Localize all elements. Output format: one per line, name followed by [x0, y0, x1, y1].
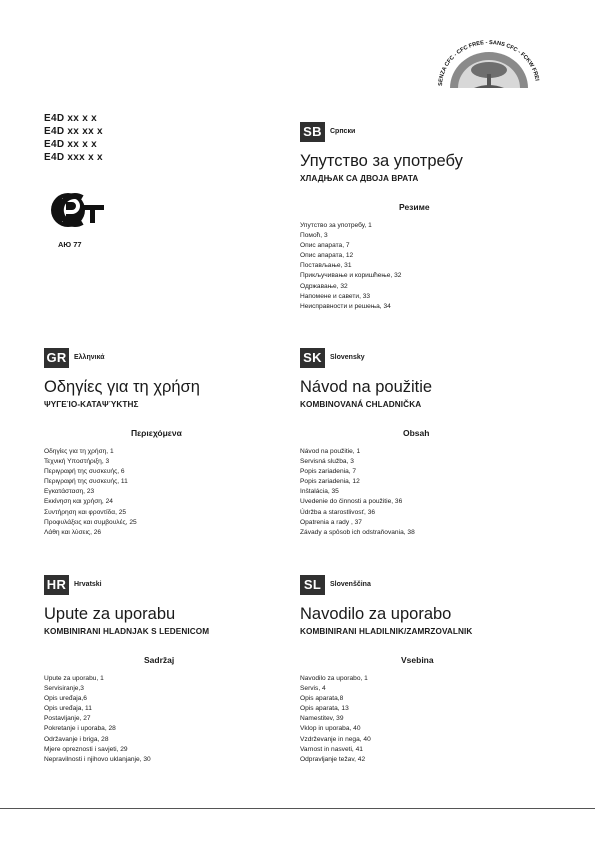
- list-item: Održavanje i briga, 28: [44, 735, 109, 743]
- contents-list: [300, 447, 530, 538]
- list-item: Popis zariadenia, 7: [300, 468, 357, 476]
- list-item: Прикључивање и коришћење, 32: [300, 272, 402, 280]
- list-item: Varnost in nasveti, 41: [300, 745, 363, 753]
- language-section-gr: [44, 347, 274, 538]
- contents-heading: Резиме: [399, 202, 430, 212]
- list-item: Опис апарата, 7: [300, 242, 350, 250]
- model-line: E4D xx x x: [44, 139, 98, 150]
- language-section-sk: [300, 347, 530, 538]
- list-item: Помоћ, 3: [300, 232, 328, 240]
- section-subtitle: KOMBINIRANI HLADILNIK/ZAMRZOVALNIK: [300, 627, 473, 636]
- list-item: Opis uređaja, 11: [44, 705, 92, 713]
- list-item: Popis zariadenia, 12: [300, 478, 360, 486]
- list-item: Závady a spôsob ich odstraňovania, 38: [300, 528, 415, 536]
- language-name: Hrvatski: [74, 581, 102, 588]
- list-item: Opis aparata, 13: [300, 705, 349, 713]
- list-item: Опис апарата, 12: [300, 252, 354, 260]
- contents-heading: Obsah: [403, 428, 430, 438]
- list-item: Navodilo za uporabo, 1: [300, 675, 368, 682]
- list-item: Nepravilnosti i njihovo uklanjanje, 30: [44, 755, 151, 763]
- language-section-sl: [300, 574, 530, 765]
- section-title: Οδηγίες για τη χρήση: [44, 378, 200, 396]
- list-item: Pokretanje i uporaba, 28: [44, 725, 116, 733]
- language-name: Српски: [330, 128, 356, 135]
- contents-list: [300, 674, 530, 765]
- list-item: Opis uređaja,6: [44, 695, 87, 703]
- list-item: Vklop in uporaba, 40: [300, 725, 361, 733]
- list-item: Mjere opreznosti i savjeti, 29: [44, 745, 128, 753]
- model-line: E4D xx x x: [44, 113, 98, 124]
- cfc-logo-text: SENZA CFC - CFC FREE - SANS CFC - FCKW FREI: [437, 39, 540, 87]
- section-subtitle: ХЛАДЊАК СА ДВОЈА ВРАТА: [300, 174, 419, 183]
- list-item: Opatrenia a rady , 37: [300, 518, 362, 526]
- contents-heading: Περιεχόμενα: [131, 428, 182, 438]
- list-item: Údržba a starostlivosť, 36: [300, 508, 376, 516]
- section-title: Upute za uporabu: [44, 605, 176, 623]
- list-item: Namestitev, 39: [300, 715, 344, 723]
- list-item: Odpravljanje težav, 42: [300, 755, 366, 763]
- list-item: Servis, 4: [300, 685, 326, 693]
- list-item: Postavljanje, 27: [44, 715, 91, 723]
- bottom-divider: [0, 808, 595, 809]
- list-item: Uvedenie do činnosti a použitie, 36: [300, 498, 403, 506]
- contents-heading: Vsebina: [401, 655, 434, 665]
- language-code-badge: SL: [300, 575, 325, 595]
- list-item: Напомене и савети, 33: [300, 292, 371, 300]
- section-subtitle: KOMBINOVANÁ CHLADNIČKA: [300, 400, 422, 409]
- language-code-badge: SK: [300, 348, 325, 368]
- list-item: Одржавање, 32: [300, 282, 348, 290]
- list-item: Servisiranje,3: [44, 685, 84, 693]
- section-subtitle: KOMBINIRANI HLADNJAK S LEDENICOM: [44, 627, 210, 636]
- language-code-badge: HR: [44, 575, 69, 595]
- model-list: [44, 112, 103, 164]
- certification-code: АЮ 77: [58, 240, 82, 249]
- list-item: Περιγραφή της συσκευής, 6: [44, 468, 125, 476]
- language-name: Slovensky: [330, 354, 365, 361]
- section-title: Navodilo za uporabo: [300, 605, 452, 623]
- list-item: Vzdrževanje in nega, 40: [300, 735, 371, 743]
- list-item: Inštalácia, 35: [300, 488, 339, 496]
- list-item: Servisná služba, 3: [300, 458, 354, 466]
- list-item: Συντήρηση και φροντίδα, 25: [44, 508, 127, 516]
- list-item: Upute za uporabu, 1: [44, 675, 104, 682]
- model-line: E4D xx xx x: [44, 126, 103, 137]
- list-item: Упутство за употребу, 1: [300, 222, 372, 229]
- contents-list: [44, 674, 274, 765]
- section-title: Návod na použitie: [300, 378, 433, 396]
- language-name: Ελληνικά: [74, 354, 105, 361]
- list-item: Περιγραφή της συσκευής, 11: [44, 478, 128, 486]
- contents-heading: Sadržaj: [144, 655, 175, 665]
- list-item: Návod na použitie, 1: [300, 448, 361, 455]
- list-item: Προφυλάξεις και συμβουλές, 25: [44, 518, 137, 526]
- language-code-badge: GR: [44, 348, 69, 368]
- section-subtitle: ΨΥΓΕΊΟ-ΚΑΤΑΨΎΚΤΗΣ: [44, 400, 139, 409]
- list-item: Постављање, 31: [300, 262, 352, 270]
- list-item: Τεχνική Υποστήριξη, 3: [44, 458, 110, 466]
- cfc-free-logo: [434, 36, 544, 92]
- language-code-badge: SB: [300, 122, 325, 142]
- list-item: Неисправности и решења, 34: [300, 302, 391, 310]
- contents-list: [44, 447, 274, 538]
- language-section-sb: [300, 121, 530, 312]
- list-item: Οδηγίες για τη χρήση, 1: [44, 448, 114, 455]
- contents-list: [300, 221, 530, 312]
- list-item: Opis aparata,8: [300, 695, 344, 703]
- section-title: Упутство за употребу: [300, 152, 463, 170]
- list-item: Εγκατάσταση, 23: [44, 488, 95, 496]
- model-line: E4D xxx x x: [44, 152, 103, 163]
- language-section-hr: [44, 574, 274, 765]
- list-item: Λάθη και λύσεις, 26: [44, 528, 102, 536]
- language-name: Slovenščina: [330, 581, 371, 588]
- list-item: Εκκίνηση και χρήση, 24: [44, 498, 113, 506]
